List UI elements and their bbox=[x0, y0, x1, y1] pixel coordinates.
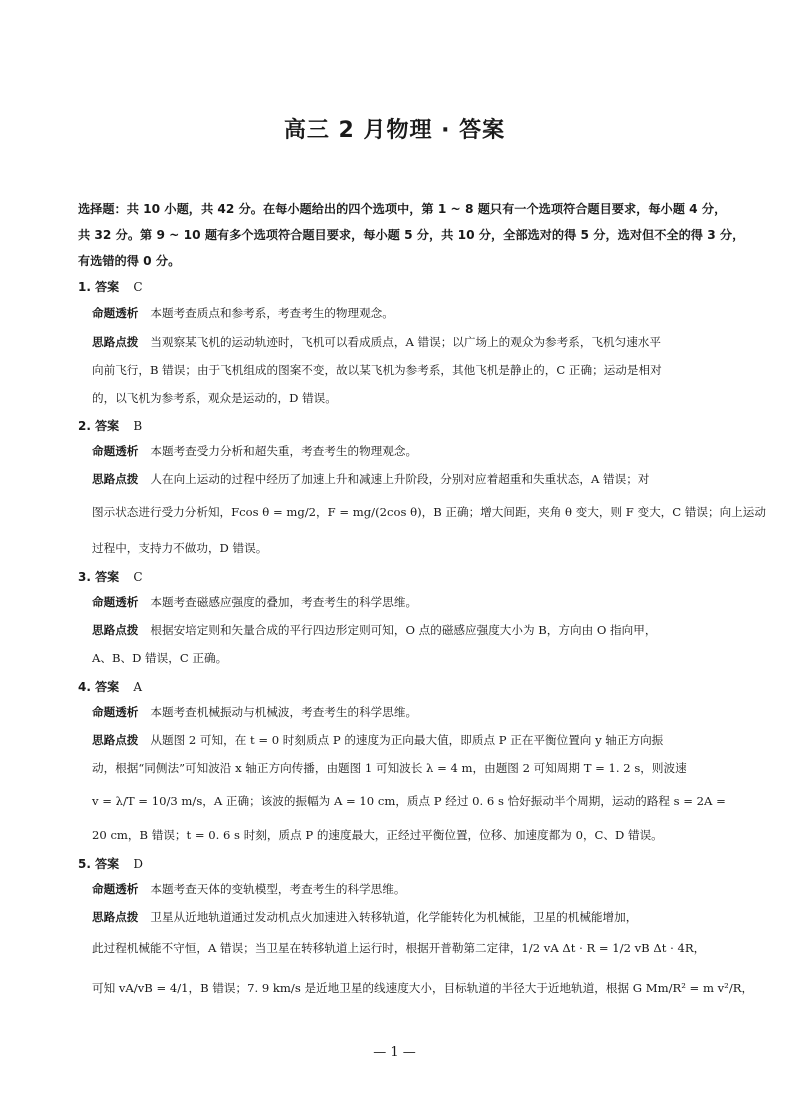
question-number: 4. bbox=[78, 680, 91, 694]
analysis-line-2 bbox=[92, 443, 417, 459]
hint-line: 过程中，支持力不做功，D 错误。 bbox=[92, 541, 268, 555]
analysis-line-1 bbox=[92, 305, 394, 321]
intro-line: 选择题：共 10 小题，共 42 分。在每小题给出的四个选项中，第 1 ~ 8 题只有一个选项符合题目要求，每小题 4 分， bbox=[78, 202, 727, 216]
hint-label: 思路点拨 bbox=[92, 335, 139, 349]
intro-line: 有选错的得 0 分。 bbox=[78, 254, 181, 268]
analysis-label: 命题透析 bbox=[92, 705, 139, 719]
hint-line: 图示状态进行受力分析知，Fcos θ = mg/2，F = mg/(2cos θ)，B 正确；增大间距，夹角 θ 变大，则 F 变大，C 错误；向上运动 bbox=[92, 505, 766, 519]
analysis-line-4 bbox=[92, 704, 417, 720]
hint-line bbox=[92, 334, 661, 350]
question-number: 3. bbox=[78, 570, 91, 584]
answer-heading-2 bbox=[78, 415, 142, 437]
hint-line: v = λ/T = 10/3 m/s，A 正确；该波的振幅为 A = 10 cm，质点 P 经过 0. 6 s 恰好振动半个周期，运动的路程 s = 2A = bbox=[92, 794, 726, 808]
hint-line bbox=[92, 622, 656, 638]
hint-line bbox=[92, 732, 663, 748]
hint-label: 思路点拨 bbox=[92, 472, 139, 486]
analysis-text: 本题考查受力分析和超失重，考查考生的物理观念。 bbox=[150, 444, 418, 458]
question-number: 2. bbox=[78, 419, 91, 433]
analysis-label: 命题透析 bbox=[92, 595, 139, 609]
hint-text: 人在向上运动的过程中经历了加速上升和减速上升阶段，分别对应着超重和失重状态，A 错误；对 bbox=[150, 472, 650, 486]
question-number: 1. bbox=[78, 280, 91, 294]
answer-heading-5 bbox=[78, 853, 143, 875]
analysis-label: 命题透析 bbox=[92, 882, 139, 896]
hint-line bbox=[92, 471, 649, 487]
analysis-text: 本题考查天体的变轨模型，考查考生的科学思维。 bbox=[150, 882, 406, 896]
hint-label: 思路点拨 bbox=[92, 910, 139, 924]
answer-letter: C bbox=[133, 280, 143, 294]
question-number: 5. bbox=[78, 857, 91, 871]
answer-label: 答案 bbox=[95, 857, 120, 871]
answer-heading-3 bbox=[78, 566, 143, 588]
answer-letter: D bbox=[133, 857, 143, 871]
analysis-label: 命题透析 bbox=[92, 306, 139, 320]
answer-label: 答案 bbox=[95, 570, 120, 584]
hint-line: A、B、D 错误，C 正确。 bbox=[92, 651, 228, 665]
intro-paragraph bbox=[78, 196, 745, 274]
hint-text: 卫星从近地轨道通过发动机点火加速进入转移轨道，化学能转化为机械能，卫星的机械能增加， bbox=[150, 910, 638, 924]
hint-line: 可知 vA/vB = 4/1，B 错误；7. 9 km/s 是近地卫星的线速度大小，目标轨道的半径大于近地轨道，根据 G Mm/R² = m v²/R， bbox=[92, 981, 754, 995]
hint-label: 思路点拨 bbox=[92, 623, 139, 637]
answer-heading-4 bbox=[78, 676, 142, 698]
answer-heading-1 bbox=[78, 276, 143, 298]
analysis-text: 本题考查机械振动与机械波，考查考生的科学思维。 bbox=[150, 705, 418, 719]
analysis-label: 命题透析 bbox=[92, 444, 139, 458]
hint-line: 20 cm，B 错误；t = 0. 6 s 时刻，质点 P 的速度最大，正经过平衡位置，位移、加速度都为 0，C、D 错误。 bbox=[92, 828, 663, 842]
intro-line: 共 32 分。第 9 ~ 10 题有多个选项符合题目要求，每小题 5 分，共 10 分，全部选对的得 5 分，选对但不全的得 3 分， bbox=[78, 228, 745, 242]
hint-text: 从题图 2 可知，在 t = 0 时刻质点 P 的速度为正向最大值，即质点 P 正在平衡位置向 y 轴正方向振 bbox=[150, 733, 664, 747]
answer-label: 答案 bbox=[95, 280, 120, 294]
hint-text: 当观察某飞机的运动轨迹时，飞机可以看成质点，A 错误；以广场上的观众为参考系，飞机匀速水平 bbox=[150, 335, 661, 349]
hint-line: 的，以飞机为参考系，观众是运动的，D 错误。 bbox=[92, 391, 337, 405]
hint-line bbox=[92, 909, 637, 925]
page-title: 高三 2 月物理 · 答案 bbox=[283, 118, 506, 143]
hint-line: 此过程机械能不守恒，A 错误；当卫星在转移轨道上运行时，根据开普勒第二定律，1/2 vA Δt · R = 1/2 vB Δt · 4R， bbox=[92, 941, 706, 955]
analysis-text: 本题考查磁感应强度的叠加，考查考生的科学思维。 bbox=[150, 595, 418, 609]
answer-label: 答案 bbox=[95, 680, 120, 694]
answer-letter: B bbox=[133, 419, 143, 433]
page-number: — 1 — bbox=[373, 1045, 416, 1060]
answer-letter: C bbox=[133, 570, 143, 584]
answer-label: 答案 bbox=[95, 419, 120, 433]
analysis-text: 本题考查质点和参考系，考查考生的物理观念。 bbox=[150, 306, 394, 320]
analysis-line-5 bbox=[92, 881, 405, 897]
hint-line: 向前飞行，B 错误；由于飞机组成的图案不变，故以某飞机为参考系，其他飞机是静止的，C 正确；运动是相对 bbox=[92, 363, 662, 377]
answer-letter: A bbox=[133, 680, 142, 694]
analysis-line-3 bbox=[92, 594, 417, 610]
hint-label: 思路点拨 bbox=[92, 733, 139, 747]
hint-line: 动，根据“同侧法”可知波沿 x 轴正方向传播，由题图 1 可知波长 λ = 4 m，由题图 2 可知周期 T = 1. 2 s，则波速 bbox=[92, 761, 687, 775]
hint-text: 根据安培定则和矢量合成的平行四边形定则可知，O 点的磁感应强度大小为 B，方向由 O 指向甲， bbox=[150, 623, 657, 637]
